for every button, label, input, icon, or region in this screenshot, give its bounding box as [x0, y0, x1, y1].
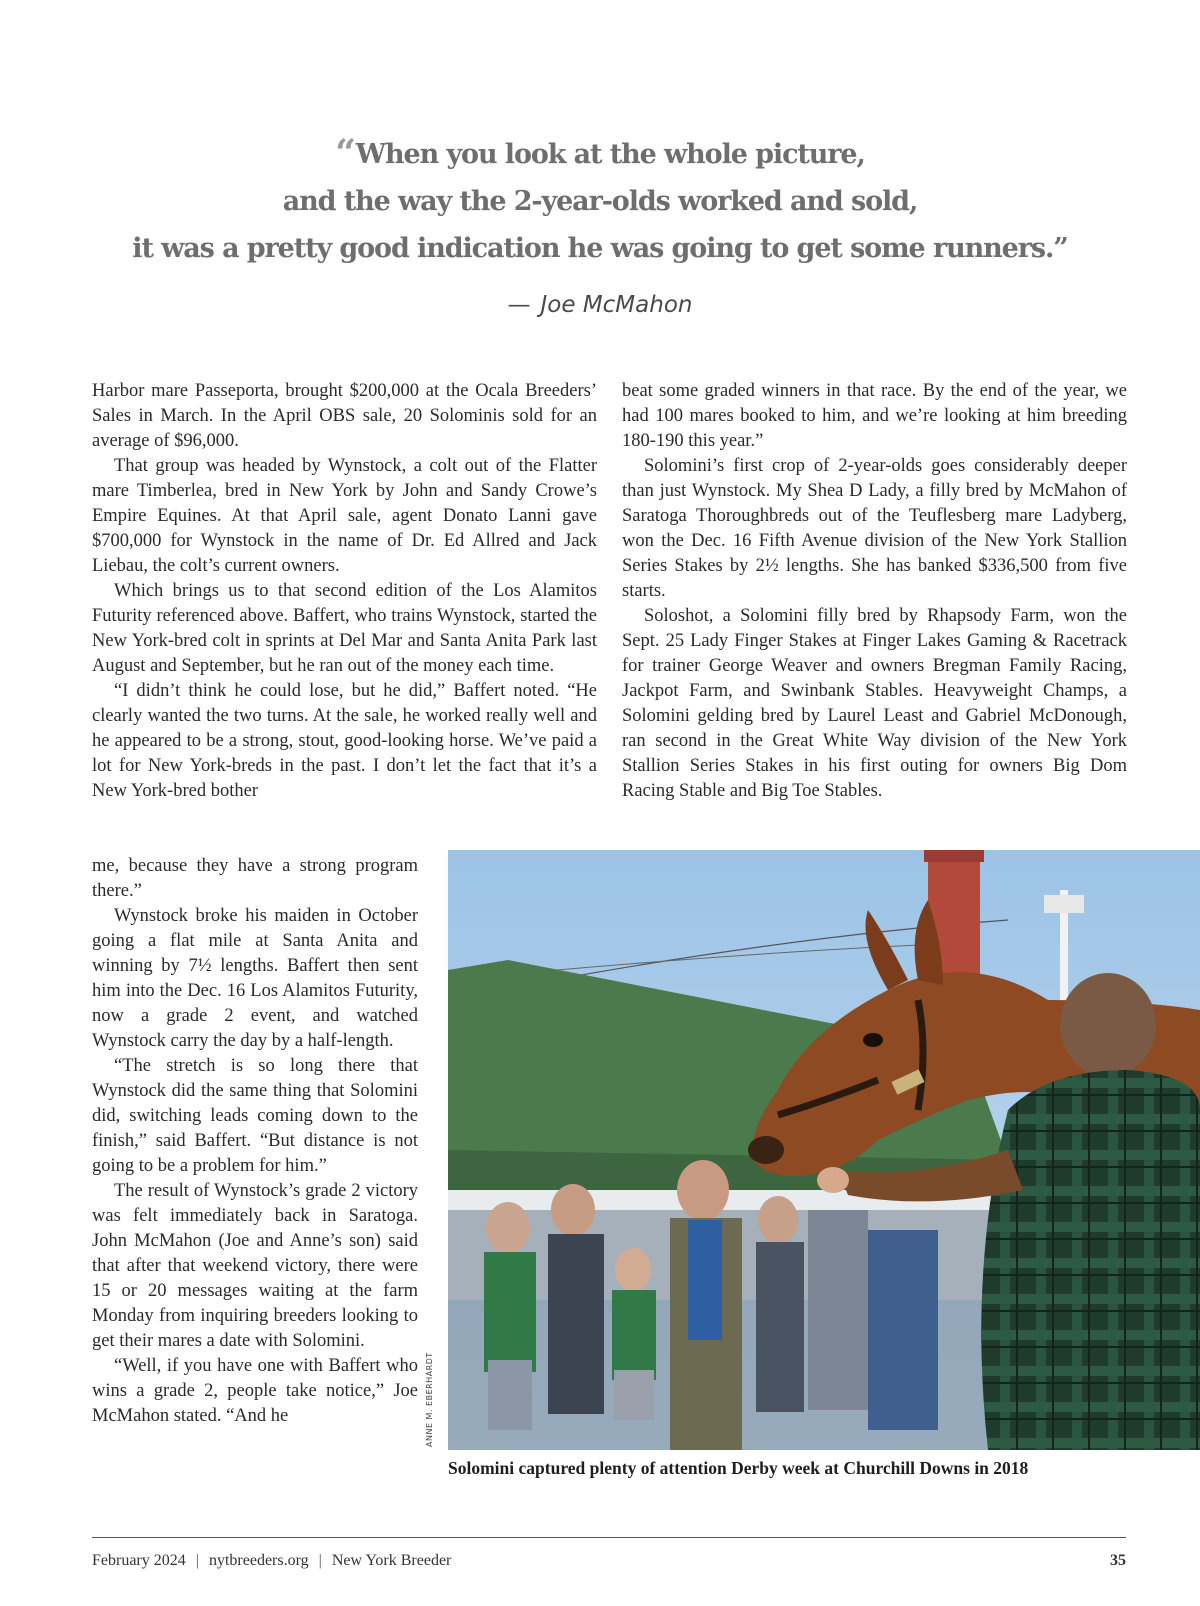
- article-paragraph: The result of Wynstock’s grade 2 victory was felt immediately back in Saratoga. John McMahon (Joe and Anne’s son) said that after that weekend victory, there were 15 or 20 messages waiting at the farm Monday from inquiring breeders looking to get their mares a date with Solomini.: [92, 1181, 418, 1351]
- footer-separator: |: [195, 1552, 199, 1569]
- pull-quote: [0, 130, 1200, 272]
- footer-website-link[interactable]: nytbreeders.org: [208, 1552, 309, 1569]
- attribution-name: Joe McMahon: [540, 292, 693, 318]
- pull-quote-line-1: “When you look at the whole picture,: [335, 132, 865, 174]
- article-paragraph: beat some graded winners in that race. By the end of the year, we had 100 mares booked to him, and we’re looking at him breeding 180-190 this year.”: [622, 381, 1127, 451]
- pull-quote-line-2: and the way the 2-year-olds worked and sold,: [282, 186, 918, 217]
- article-paragraph: “The stretch is so long there that Wynstock did the same thing that Solomini did, switching leads coming down to the finish,” said Baffert. “But distance is not going to be a problem for him.”: [92, 1056, 418, 1176]
- footer-separator: |: [318, 1552, 322, 1569]
- footer-divider: [92, 1537, 1126, 1538]
- article-paragraph: Which brings us to that second edition of the Los Alamitos Futurity referenced above. Baffert, who trains Wynstock, started the New York-bred colt in sprints at Del Mar and Santa Anita Park last August and September, but he ran out of the money each time.: [92, 581, 597, 676]
- horse-photo: [448, 850, 1200, 1450]
- attribution-dash: —: [507, 292, 531, 318]
- article-paragraph: “I didn’t think he could lose, but he did,” Baffert noted. “He clearly wanted the two turns. At the sale, he worked really well and he appeared to be a strong, stout, good-looking horse. We’ve paid a lot for New York-breds in the past. I don’t let the fact that it’s a New York-bred bother: [92, 681, 597, 801]
- footer-date: February 2024: [92, 1552, 186, 1569]
- pull-quote-line-3: it was a pretty good indication he was going to get some runners.”: [132, 233, 1068, 264]
- pull-quote-attribution: [0, 292, 1200, 318]
- horse-photo-illustration: [448, 850, 1200, 1450]
- photo-credit: ANNE M. EBERHARDT: [425, 1352, 434, 1447]
- footer-publication: New York Breeder: [331, 1552, 452, 1569]
- page-footer: [92, 1552, 1126, 1576]
- article-paragraph: me, because they have a strong program there.”: [92, 856, 418, 901]
- open-quote-mark: “: [335, 132, 355, 174]
- article-column-left-top: [92, 379, 597, 804]
- article-paragraph: “Well, if you have one with Baffert who wins a grade 2, people take notice,” Joe McMahon stated. “And he: [92, 1356, 418, 1426]
- photo-caption: Solomini captured plenty of attention Derby week at Churchill Downs in 2018: [448, 1458, 1029, 1478]
- footer-info: [92, 1552, 451, 1570]
- article-paragraph: Harbor mare Passeporta, brought $200,000 at the Ocala Breeders’ Sales in March. In the April OBS sale, 20 Solominis sold for an average of $96,000.: [92, 381, 597, 451]
- article-paragraph: Soloshot, a Solomini filly bred by Rhapsody Farm, won the Sept. 25 Lady Finger Stakes at Finger Lakes Gaming & Racetrack for trainer George Weaver and owners Bregman Family Racing, Jackpot Farm, and Swinbank Stables. Heavyweight Champs, a Solomini gelding bred by Laurel Least and Gabriel McDonough, ran second in the Great White Way division of the New York Stallion Series Stakes in his first outing for owners Big Dom Racing Stable and Big Toe Stables.: [622, 606, 1127, 801]
- article-paragraph: Solomini’s first crop of 2-year-olds goes considerably deeper than just Wynstock. My Shea D Lady, a filly bred by McMahon of Saratoga Thoroughbreds out of the Teuflesberg mare Ladyberg, won the Dec. 16 Fifth Avenue division of the New York Stallion Series Stakes by 2½ lengths. She has banked $336,500 from five starts.: [622, 456, 1127, 601]
- article-column-left-bottom: [92, 854, 418, 1429]
- article-column-right: [622, 379, 1127, 804]
- article-paragraph: That group was headed by Wynstock, a colt out of the Flatter mare Timberlea, bred in New York by John and Sandy Crowe’s Empire Equines. At that April sale, agent Donato Lanni gave $700,000 for Wynstock in the name of Dr. Ed Allred and Jack Liebau, the colt’s current owners.: [92, 456, 597, 576]
- article-paragraph: Wynstock broke his maiden in October going a flat mile at Santa Anita and winning by 7½ lengths. Baffert then sent him into the Dec. 16 Los Alamitos Futurity, now a grade 2 event, and watched Wynstock carry the day by a half-length.: [92, 906, 418, 1051]
- page-number: 35: [1110, 1552, 1126, 1569]
